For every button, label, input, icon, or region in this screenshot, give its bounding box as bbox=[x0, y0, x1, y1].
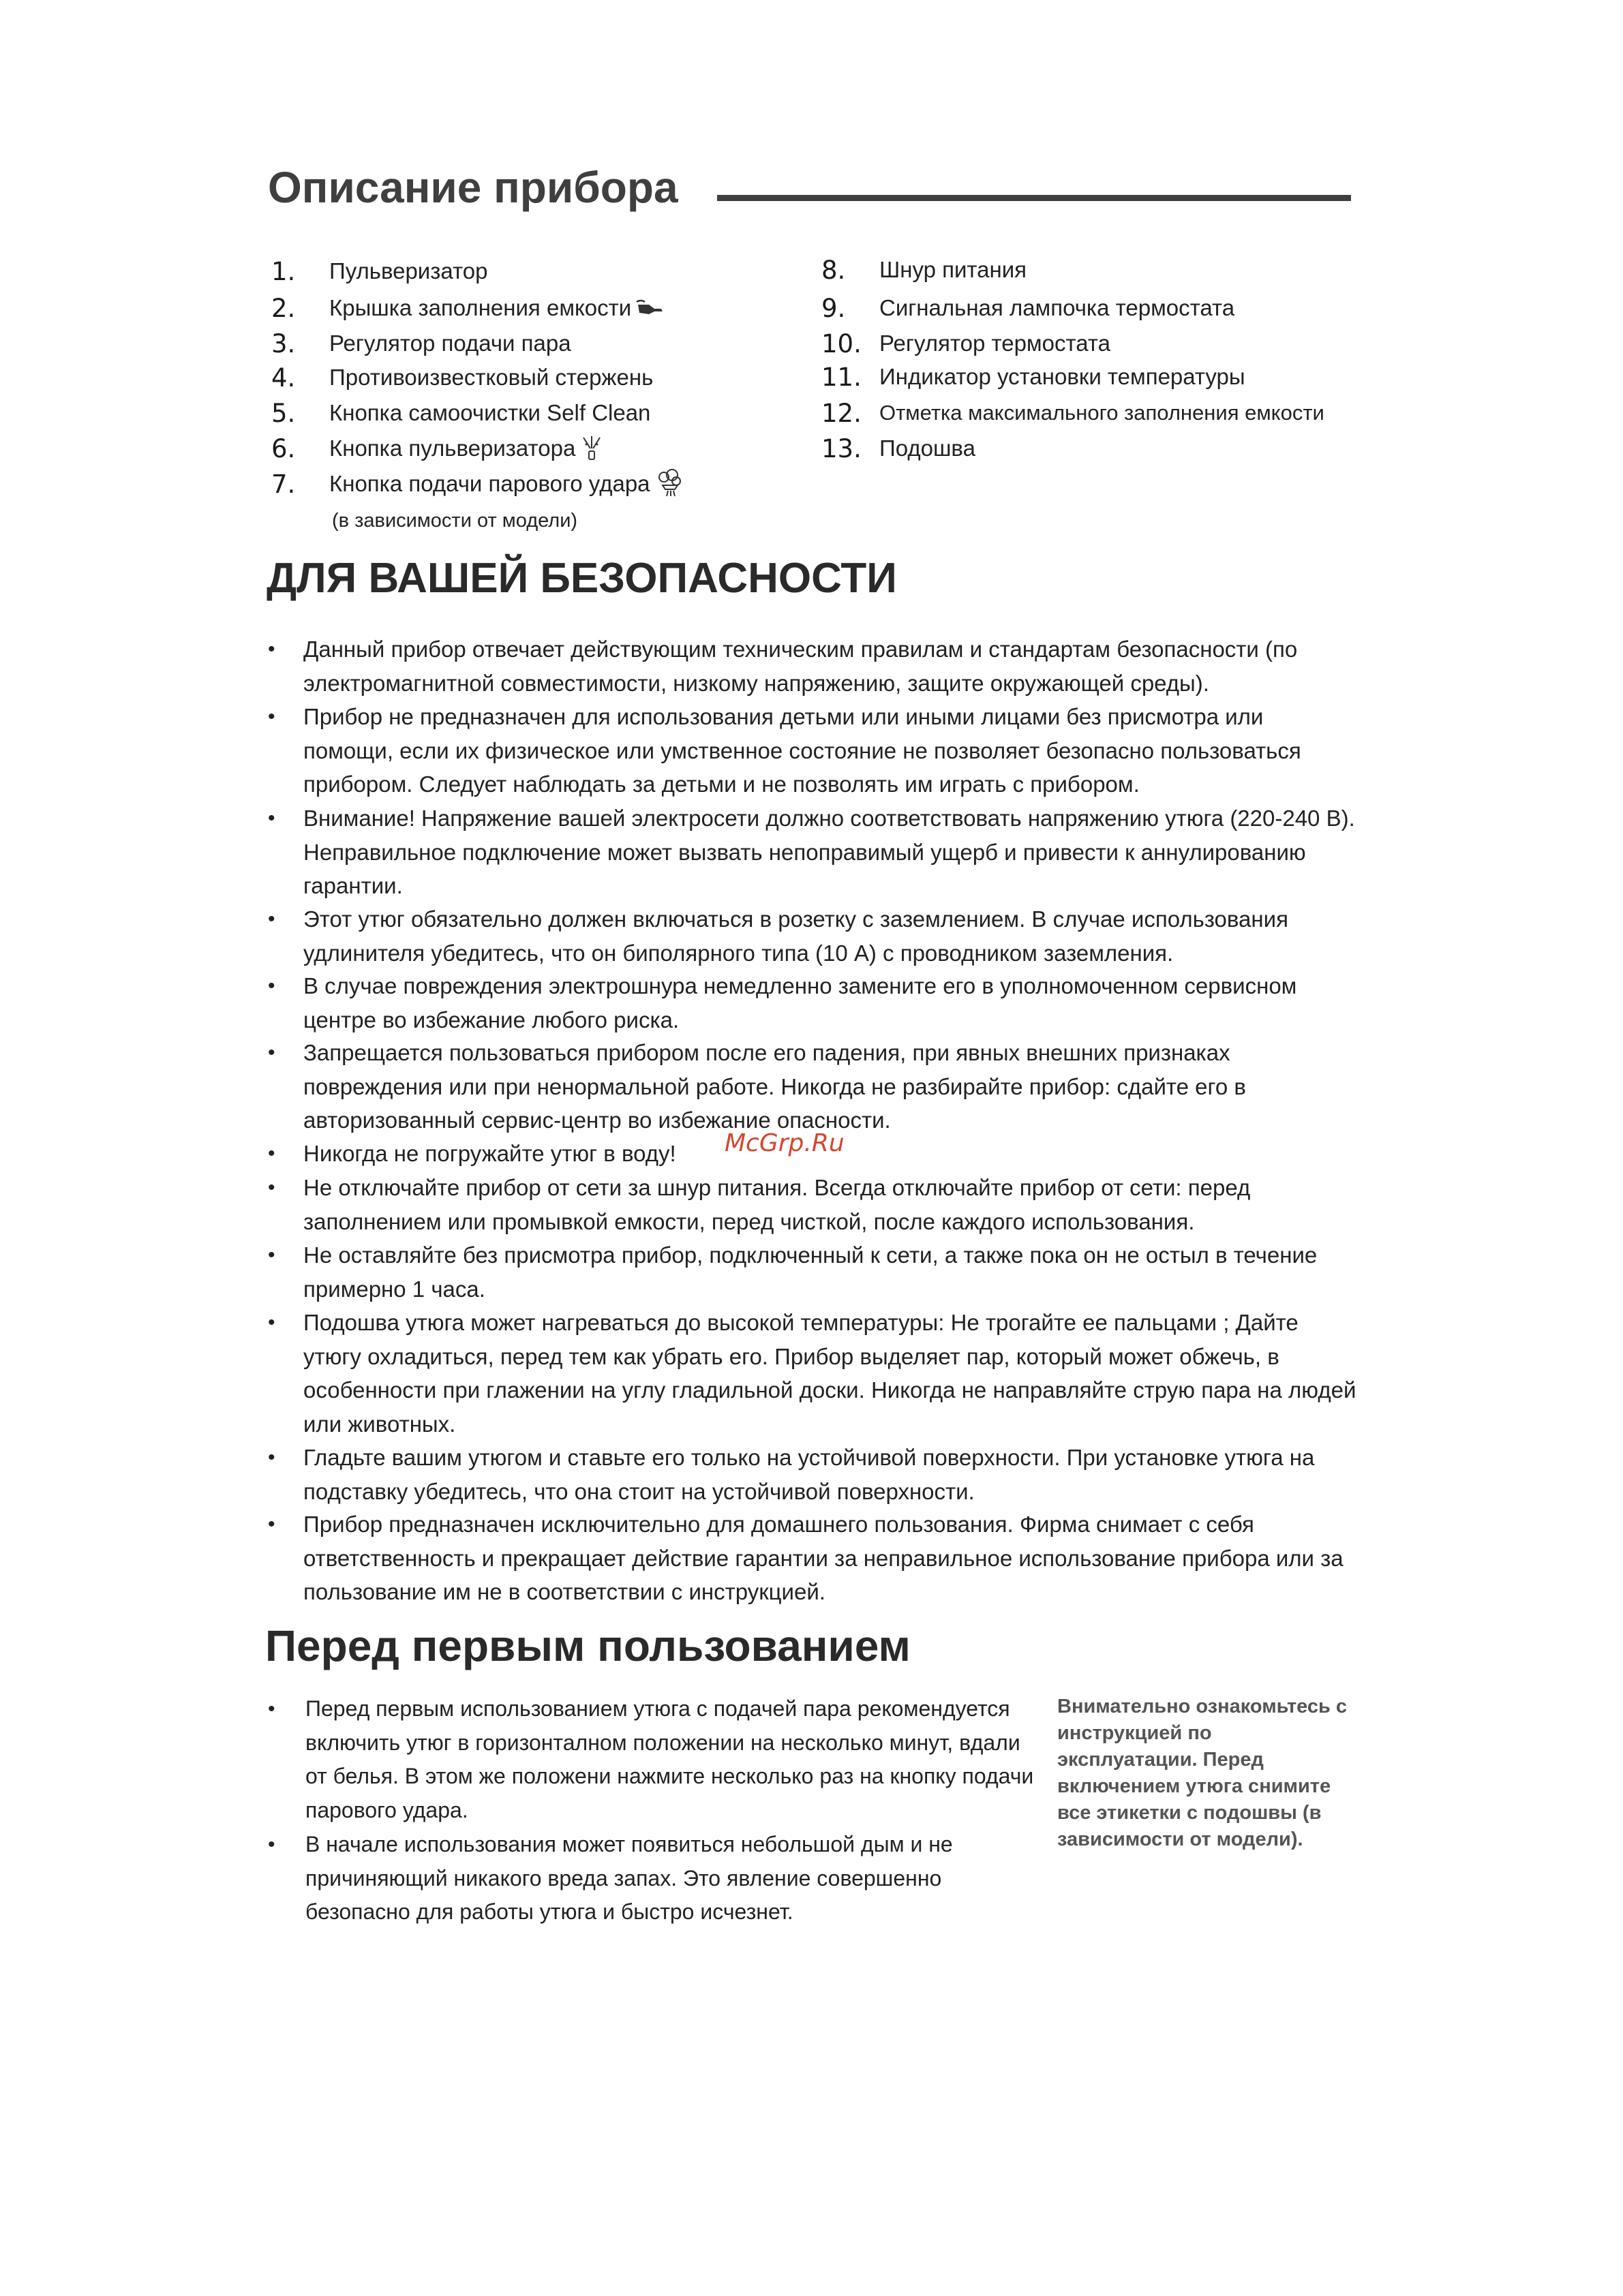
section-title-safety: ДЛЯ ВАШЕЙ БЕЗОПАСНОСТИ bbox=[267, 555, 897, 602]
bullet-marker: • bbox=[268, 1041, 275, 1064]
bullet-text: Данный прибор отвечает действующим техническим правилам и стандартам безопасности (по электромагнитной совместимости, низкому напряжению, защите окружающей среды). bbox=[303, 637, 1298, 696]
bullet-marker: • bbox=[268, 975, 275, 997]
part-label: Отметка максимального заполнения емкости bbox=[879, 401, 1324, 425]
part-item-13 bbox=[821, 431, 975, 466]
first-use-bullet-2 bbox=[268, 1828, 1045, 1929]
part-label: Кнопка самоочистки Self Clean bbox=[329, 400, 651, 425]
side-note: Внимательно ознакомьтесь с инструкцией по эксплуатации. Перед включением утюга снимите все этикетки с подошвы (в зависимости от модели). bbox=[1057, 1696, 1348, 1850]
safety-bullet-11 bbox=[268, 1441, 1359, 1508]
steam-shot-icon bbox=[654, 468, 684, 501]
safety-bullet-3 bbox=[268, 801, 1359, 903]
part-number: 9. bbox=[821, 293, 846, 323]
part-number: 6. bbox=[271, 433, 296, 463]
bullet-marker: • bbox=[268, 908, 275, 930]
bullet-marker: • bbox=[268, 1513, 275, 1535]
safety-bullet-12 bbox=[268, 1507, 1359, 1609]
section-title-first-use: Перед первым пользованием bbox=[265, 1621, 911, 1670]
part-item-11 bbox=[821, 359, 1245, 395]
first-use-bullet-1 bbox=[268, 1692, 1045, 1827]
bullet-text: Этот утюг обязательно должен включаться в розетку с заземлением. В случае использования удлинителя убедитесь, что он биполярного типа (10 A) с проводником заземления. bbox=[303, 906, 1288, 966]
spray-icon bbox=[579, 432, 604, 465]
part-number: 7. bbox=[271, 469, 296, 499]
part-label: Кнопка пульверизатора bbox=[329, 435, 576, 461]
part-number: 10. bbox=[821, 328, 862, 358]
bullet-marker: • bbox=[268, 705, 275, 728]
watermark: McGrp.Ru bbox=[725, 1129, 845, 1157]
bullet-text: Гладьте вашим утюгом и ставьте его только на устойчивой поверхности. При установке утюга на подставку убедитесь, что она стоит на устойчивой поверхности. bbox=[303, 1445, 1315, 1504]
bullet-marker: • bbox=[268, 1698, 275, 1720]
part-number: 4. bbox=[271, 363, 296, 393]
part-item-8 bbox=[821, 252, 1027, 288]
safety-bullet-5 bbox=[268, 969, 1359, 1037]
part-item-3 bbox=[271, 326, 571, 361]
safety-bullet-6 bbox=[268, 1036, 1359, 1137]
bullet-marker: • bbox=[268, 807, 275, 829]
part-label: Подошва bbox=[879, 435, 975, 461]
part-item-9 bbox=[821, 290, 1234, 326]
part-label: Пульверизатор bbox=[329, 258, 488, 284]
part-item-10 bbox=[821, 326, 1110, 361]
part-item-1 bbox=[271, 254, 487, 289]
part-number: 2. bbox=[271, 293, 296, 323]
part-label: Шнур питания bbox=[879, 257, 1027, 282]
part-label: Противоизвестковый стержень bbox=[329, 365, 654, 390]
bullet-text: В случае повреждения электрошнура немедленно замените его в уполномоченном сервисном центре во избежание любого риска. bbox=[303, 973, 1297, 1032]
part-number: 1. bbox=[271, 256, 296, 286]
parts-note: (в зависимости от модели) bbox=[332, 510, 578, 532]
part-item-2 bbox=[271, 290, 665, 326]
bullet-marker: • bbox=[268, 1311, 275, 1334]
part-item-7 bbox=[271, 466, 684, 502]
bullet-marker: • bbox=[268, 1833, 275, 1856]
part-item-12 bbox=[821, 395, 1324, 431]
section-title-description: Описание прибора bbox=[268, 163, 678, 212]
part-label: Кнопка подачи парового удара bbox=[329, 471, 650, 496]
part-label: Регулятор термостата bbox=[879, 331, 1110, 356]
part-label: Регулятор подачи пара bbox=[329, 331, 571, 356]
part-label: Индикатор установки температуры bbox=[879, 364, 1245, 389]
part-number: 11. bbox=[821, 362, 862, 392]
bullet-marker: • bbox=[268, 1176, 275, 1199]
bullet-text: Запрещается пользоваться прибором после его падения, при явных внешних признаках повреждения или при ненормальной работе. Никогда не разбирайте прибор: сдайте его в авторизованный сервис-центр во избежание опасности. bbox=[303, 1040, 1246, 1133]
safety-bullet-4 bbox=[268, 902, 1359, 970]
part-label: Крышка заполнения емкости bbox=[329, 295, 632, 320]
safety-bullet-9 bbox=[268, 1238, 1359, 1306]
part-number: 5. bbox=[271, 398, 296, 428]
bullet-marker: • bbox=[268, 1446, 275, 1469]
bullet-marker: • bbox=[268, 1244, 275, 1266]
part-number: 13. bbox=[821, 433, 862, 463]
bullet-text: Прибор предназначен исключительно для домашнего пользования. Фирма снимает с себя ответственность и прекращает действие гарантии за неправильное использование прибора или за пользование им не в соответствии с инструкцией. bbox=[303, 1512, 1344, 1605]
part-label: Сигнальная лампочка термостата bbox=[879, 295, 1235, 320]
safety-bullet-2 bbox=[268, 700, 1359, 801]
bullet-text: Внимание! Напряжение вашей электросети должно соответствовать напряжению утюга (220-240 В). Неправильное подключение может вызвать непоправимый ущерб и привести к аннулированию гарантии. bbox=[303, 806, 1355, 899]
heading-rule bbox=[717, 195, 1351, 201]
fill-cup-icon bbox=[635, 296, 665, 320]
bullet-marker: • bbox=[268, 638, 275, 660]
part-item-6 bbox=[271, 431, 604, 466]
safety-bullet-8 bbox=[268, 1171, 1359, 1238]
bullet-text: Не оставляйте без присмотра прибор, подключенный к сети, а также пока он не остыл в течение примерно 1 часа. bbox=[303, 1242, 1318, 1302]
bullet-text: Подошва утюга может нагреваться до высокой температуры: Не трогайте ее пальцами ; Дайте утюгу охладиться, перед тем как убрать его. Прибор выделяет пар, который может обжечь, в особенности при глажении на углу гладильной доски. Никогда не направляйте струю пара на людей или животных. bbox=[303, 1310, 1356, 1437]
part-item-5 bbox=[271, 395, 650, 431]
bullet-text: Перед первым использованием утюга с подачей пара рекомендуется включить утюг в горизонталном положении на несколько минут, вдали от белья. В этом же положени нажмите несколько раз на кнопку подачи парового удара. bbox=[305, 1696, 1034, 1822]
part-number: 3. bbox=[271, 328, 296, 358]
bullet-text: Прибор не предназначен для использования детьми или иными лицами без присмотра или помощи, если их физическое или умственное состояние не позволяет безопасно пользоваться прибором. Следует наблюдать за детьми и не позволять им играть с прибором. bbox=[303, 704, 1301, 797]
part-number: 12. bbox=[821, 398, 862, 428]
bullet-text: Не отключайте прибор от сети за шнур питания. Всегда отключайте прибор от сети: перед заполнением или промывкой емкости, перед чисткой, после каждого использования. bbox=[303, 1175, 1251, 1234]
part-number: 8. bbox=[821, 255, 846, 285]
safety-bullet-1 bbox=[268, 632, 1359, 700]
part-item-4 bbox=[271, 360, 653, 395]
bullet-marker: • bbox=[268, 1142, 275, 1165]
bullet-text: Никогда не погружайте утюг в воду! bbox=[303, 1141, 676, 1166]
safety-bullet-10 bbox=[268, 1306, 1359, 1441]
bullet-text: В начале использования может появиться небольшой дым и не причиняющий никакого вреда запах. Это явление совершенно безопасно для работы утюга и быстро исчезнет. bbox=[305, 1832, 953, 1924]
